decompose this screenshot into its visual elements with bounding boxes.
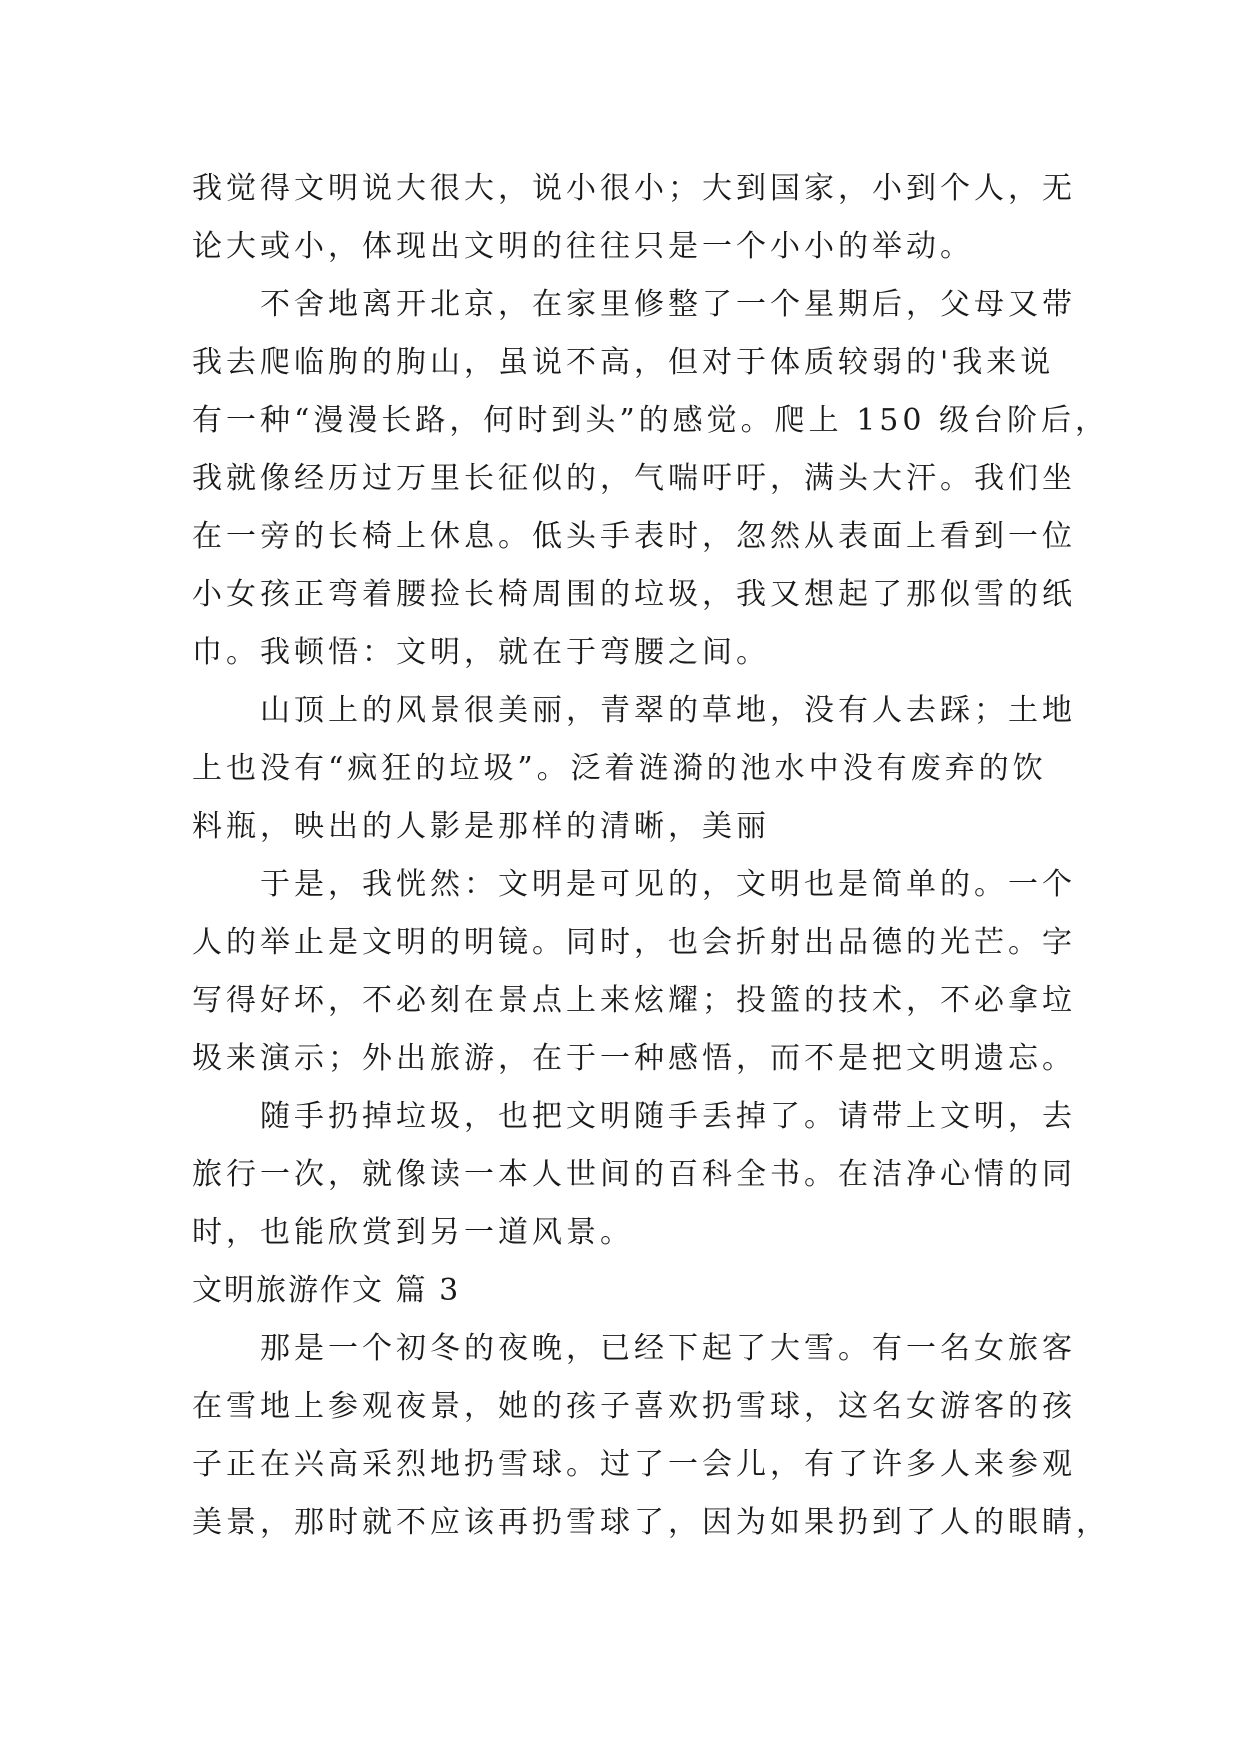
article-body <box>192 160 1110 1552</box>
text-line: 时，也能欣赏到另一道风景。 <box>192 1215 634 1250</box>
text-line: 料瓶，映出的人影是那样的清晰，美丽 <box>192 809 770 844</box>
text-line: 我去爬临朐的朐山，虽说不高，但对于体质较弱的'我来说 <box>192 345 1055 380</box>
text-line: 美景，那时就不应该再扔雪球了，因为如果扔到了人的眼睛， <box>192 1505 1110 1540</box>
text-line: 人的举止是文明的明镜。同时，也会折射出品德的光芒。字 <box>192 925 1076 960</box>
paragraph-start-line: 那是一个初冬的夜晚，已经下起了大雪。有一名女旅客 <box>260 1331 1076 1366</box>
text-line: 我觉得文明说大很大，说小很小；大到国家，小到个人，无 <box>192 171 1076 206</box>
section-heading: 文明旅游作文 篇 3 <box>192 1273 461 1308</box>
text-line: 论大或小，体现出文明的往往只是一个小小的举动。 <box>192 229 974 264</box>
text-line: 在一旁的长椅上休息。低头手表时，忽然从表面上看到一位 <box>192 519 1076 554</box>
text-line: 旅行一次，就像读一本人世间的百科全书。在洁净心情的同 <box>192 1157 1076 1192</box>
text-line: 小女孩正弯着腰捡长椅周围的垃圾，我又想起了那似雪的纸 <box>192 577 1076 612</box>
text-line: 有一种“漫漫长路，何时到头”的感觉。爬上 150 级台阶后， <box>192 403 1110 438</box>
text-line: 圾来演示；外出旅游，在于一种感悟，而不是把文明遗忘。 <box>192 1041 1076 1076</box>
paragraph-start-line: 随手扔掉垃圾，也把文明随手丢掉了。请带上文明，去 <box>260 1099 1076 1134</box>
text-line: 在雪地上参观夜景，她的孩子喜欢扔雪球，这名女游客的孩 <box>192 1389 1076 1424</box>
text-line: 子正在兴高采烈地扔雪球。过了一会儿，有了许多人来参观 <box>192 1447 1076 1482</box>
text-line: 写得好坏，不必刻在景点上来炫耀；投篮的技术，不必拿垃 <box>192 983 1076 1018</box>
text-line: 我就像经历过万里长征似的，气喘吁吁，满头大汗。我们坐 <box>192 461 1076 496</box>
paragraph-start-line: 于是，我恍然：文明是可见的，文明也是简单的。一个 <box>260 867 1076 902</box>
paragraph-start-line: 不舍地离开北京，在家里修整了一个星期后，父母又带 <box>260 287 1076 322</box>
paragraph-start-line: 山顶上的风景很美丽，青翠的草地，没有人去踩；土地 <box>260 693 1076 728</box>
text-line: 上也没有“疯狂的垃圾”。泛着涟漪的池水中没有废弃的饮 <box>192 751 1047 786</box>
text-line: 巾。我顿悟：文明，就在于弯腰之间。 <box>192 635 770 670</box>
